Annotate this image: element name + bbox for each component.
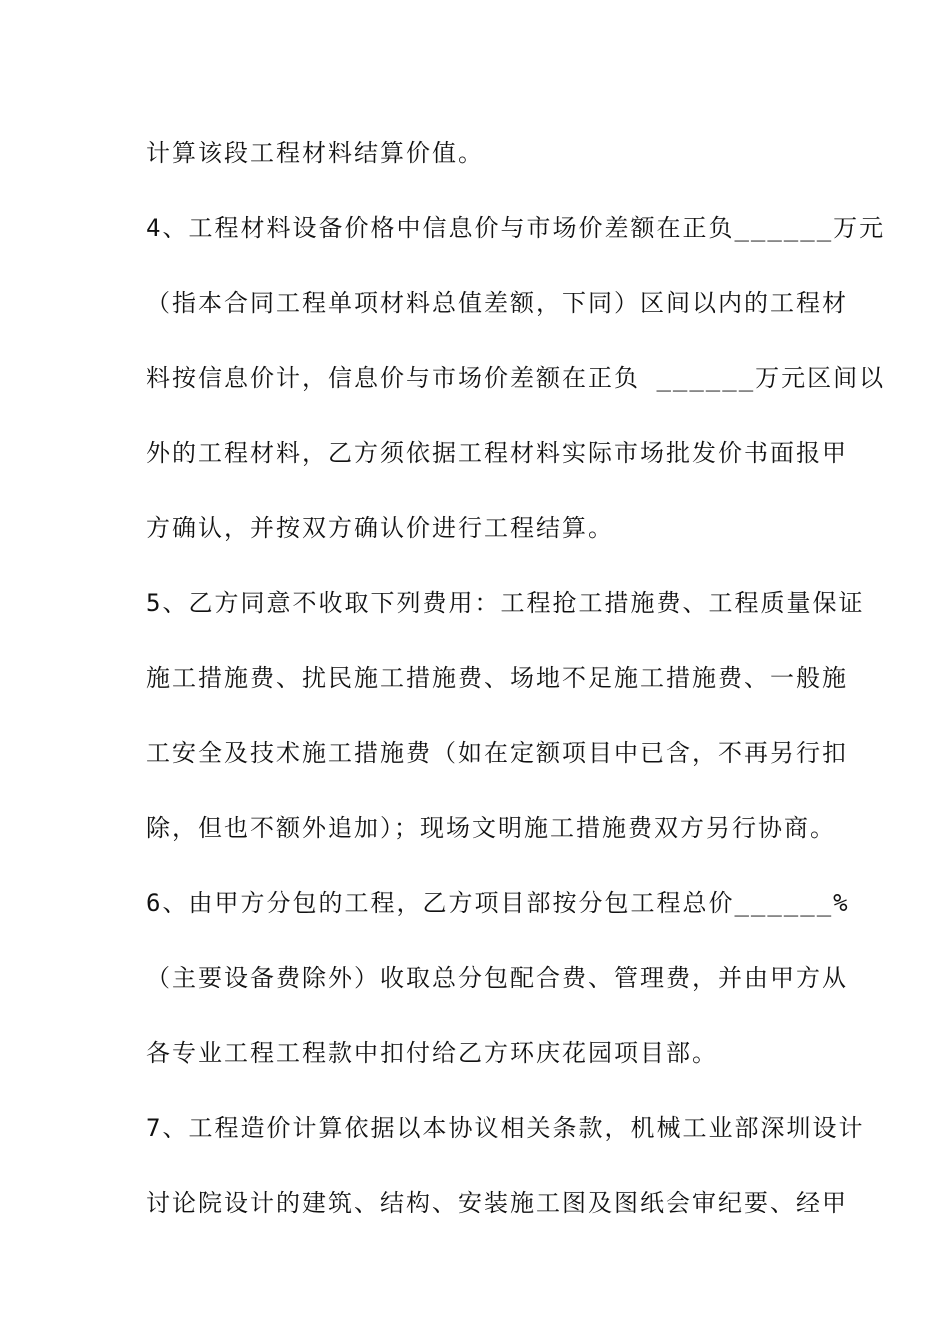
text-line: 6、由甲方分包的工程，乙方项目部按分包工程总价______% — [146, 889, 850, 917]
text-line: 施工措施费、扰民施工措施费、场地不足施工措施费、一般施 — [146, 664, 848, 692]
text-line: 7、工程造价计算依据以本协议相关条款，机械工业部深圳设计 — [146, 1114, 865, 1142]
text-line: 方确认，并按双方确认价进行工程结算。 — [146, 514, 614, 542]
text-line: 工安全及技术施工措施费（如在定额项目中已含，不再另行扣 — [146, 739, 848, 767]
text-line: 各专业工程工程款中扣付给乙方环庆花园项目部。 — [146, 1039, 718, 1067]
text-line: 讨论院设计的建筑、结构、安装施工图及图纸会审纪要、经甲 — [146, 1189, 848, 1217]
text-line: 外的工程材料，乙方须依据工程材料实际市场批发价书面报甲 — [146, 439, 848, 467]
text-line: 除，但也不额外追加）；现场文明施工措施费双方另行协商。 — [146, 814, 836, 842]
text-line: 计算该段工程材料结算价值。 — [146, 139, 484, 167]
text-line: （指本合同工程单项材料总值差额，下同）区间以内的工程材 — [146, 289, 848, 317]
text-line: （主要设备费除外）收取总分包配合费、管理费，并由甲方从 — [146, 964, 848, 992]
text-line: 4、工程材料设备价格中信息价与市场价差额在正负______万元 — [146, 214, 886, 242]
text-line: 料按信息价计，信息价与市场价差额在正负 ______万元区间以 — [146, 364, 886, 392]
text-line: 5、乙方同意不收取下列费用：工程抢工措施费、工程质量保证 — [146, 589, 865, 617]
